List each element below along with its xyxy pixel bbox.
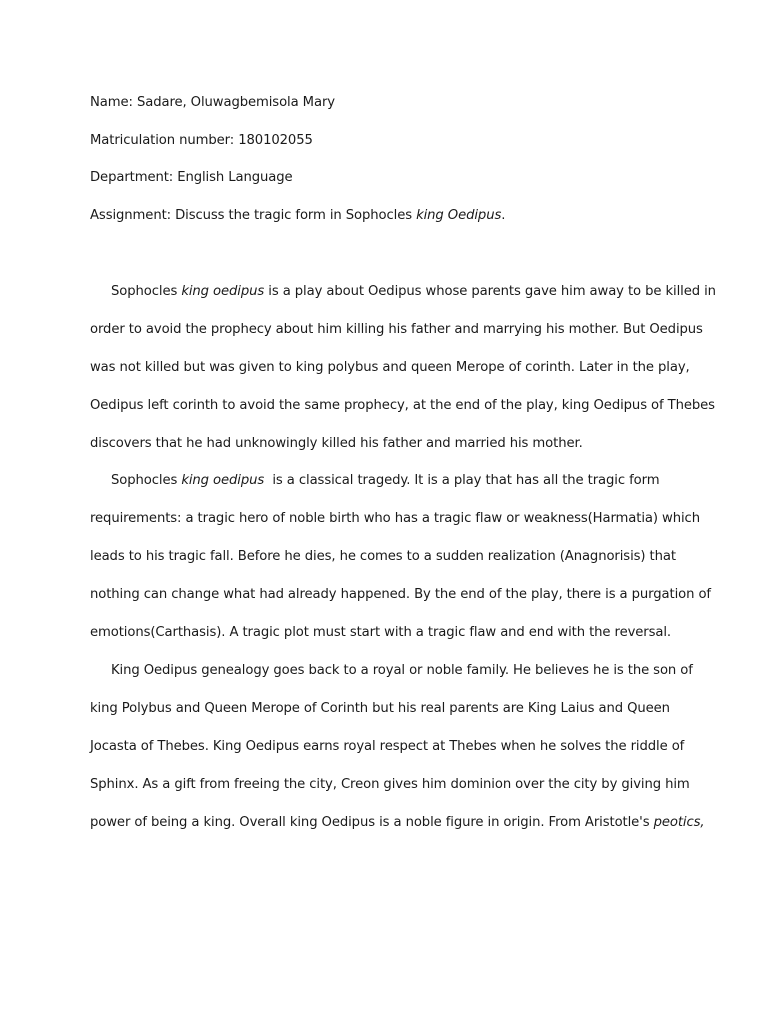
assignment-title: king Oedipus — [416, 208, 502, 223]
paragraph-2-line-3: leads to his tragic fall. Before he dies, he comes to a sudden realization (Anagnorisis) that — [90, 549, 676, 564]
paragraph-2-line-5: emotions(Carthasis). A tragic plot must start with a tragic flaw and end with the reversal. — [90, 625, 672, 640]
student-name: Name: Sadare, Oluwagbemisola Mary — [90, 95, 335, 110]
assignment-line — [90, 208, 505, 224]
paragraph-1-line-2: order to avoid the prophecy about him killing his father and marrying his mother. But Oedipus — [90, 322, 703, 337]
paragraph-3-line-4: Sphinx. As a gift from freeing the city, Creon gives him dominion over the city by giving him — [90, 777, 690, 792]
play-title: king oedipus — [181, 284, 265, 299]
text-span: Sophocles — [111, 284, 182, 299]
text-span: power of being a king. Overall king Oedipus is a noble figure in origin. From Aristotle's — [90, 815, 654, 830]
paragraph-2-line-1 — [111, 473, 659, 489]
text-span: Sophocles — [111, 473, 182, 488]
book-title: peotics, — [653, 815, 705, 830]
paragraph-1-line-1 — [111, 284, 716, 300]
text-span: is a play about Oedipus whose parents gave him away to be killed in — [264, 284, 716, 299]
paragraph-3-line-5 — [90, 815, 704, 831]
assignment-prefix: Assignment: Discuss the tragic form in Sophocles — [90, 208, 417, 223]
paragraph-3-line-1: King Oedipus genealogy goes back to a royal or noble family. He believes he is the son of — [111, 663, 693, 678]
paragraph-1-line-3: was not killed but was given to king polybus and queen Merope of corinth. Later in the play, — [90, 360, 690, 375]
department: Department: English Language — [90, 170, 293, 185]
play-title: king oedipus — [181, 473, 265, 488]
paragraph-2-line-2: requirements: a tragic hero of noble birth who has a tragic flaw or weakness(Harmatia) which — [90, 511, 700, 526]
text-span: is a classical tragedy. It is a play that has all the tragic form — [264, 473, 660, 488]
paragraph-1-line-4: Oedipus left corinth to avoid the same prophecy, at the end of the play, king Oedipus of Thebes — [90, 398, 715, 413]
matriculation-number: Matriculation number: 180102055 — [90, 133, 313, 148]
paragraph-3-line-2: king Polybus and Queen Merope of Corinth but his real parents are King Laius and Queen — [90, 701, 670, 716]
paragraph-3-line-3: Jocasta of Thebes. King Oedipus earns royal respect at Thebes when he solves the riddle of — [90, 739, 685, 754]
paragraph-1-line-5: discovers that he had unknowingly killed his father and married his mother. — [90, 436, 583, 451]
assignment-suffix: . — [501, 208, 506, 223]
paragraph-2-line-4: nothing can change what had already happened. By the end of the play, there is a purgation of — [90, 587, 711, 602]
